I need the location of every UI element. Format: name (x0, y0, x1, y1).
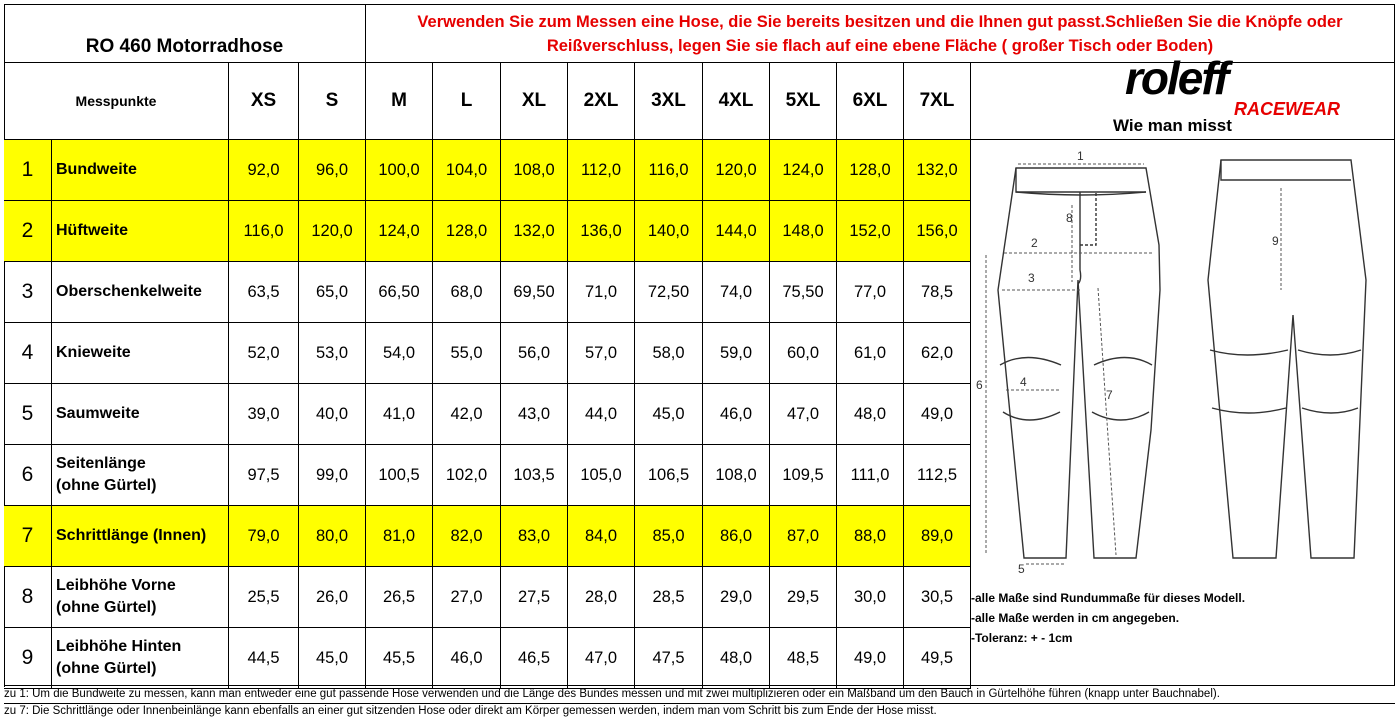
size-value-7xl: 132,0 (904, 140, 971, 201)
size-value-s: 40,0 (299, 384, 366, 445)
measurement-name (52, 262, 229, 323)
size-header-7xl: 7XL (904, 63, 971, 140)
size-value-5xl: 148,0 (770, 201, 837, 262)
measurement-name-line: Saumweite (56, 405, 140, 422)
diagram-label-2: 2 (1031, 236, 1038, 250)
measurement-name-line: (ohne Gürtel) (56, 477, 157, 494)
size-header-5xl: 5XL (770, 63, 837, 140)
row-number: 5 (4, 384, 52, 445)
size-value-6xl: 88,0 (837, 506, 904, 567)
size-header-3xl: 3XL (635, 63, 703, 140)
measurement-name (52, 445, 229, 506)
size-value-m: 41,0 (366, 384, 433, 445)
size-value-6xl: 48,0 (837, 384, 904, 445)
size-value-7xl: 62,0 (904, 323, 971, 384)
measurement-name (52, 201, 229, 262)
size-value-m: 45,5 (366, 628, 433, 689)
size-value-3xl: 58,0 (635, 323, 703, 384)
measurement-name-line: (ohne Gürtel) (56, 660, 157, 677)
size-value-s: 120,0 (299, 201, 366, 262)
measurement-name (52, 567, 229, 628)
size-value-xs: 97,5 (229, 445, 299, 506)
size-value-m: 54,0 (366, 323, 433, 384)
size-value-xs: 44,5 (229, 628, 299, 689)
size-value-5xl: 29,5 (770, 567, 837, 628)
size-header-xl: XL (501, 63, 568, 140)
roleff-logo (1110, 60, 1370, 123)
size-value-5xl: 75,50 (770, 262, 837, 323)
size-value-7xl: 49,5 (904, 628, 971, 689)
size-value-l: 55,0 (433, 323, 501, 384)
size-value-6xl: 49,0 (837, 628, 904, 689)
size-value-m: 100,0 (366, 140, 433, 201)
size-value-3xl: 140,0 (635, 201, 703, 262)
size-value-m: 66,50 (366, 262, 433, 323)
measurement-name-line: Hüftweite (56, 222, 128, 239)
size-value-xs: 63,5 (229, 262, 299, 323)
size-value-6xl: 61,0 (837, 323, 904, 384)
measurement-name-line: Knieweite (56, 344, 131, 361)
size-value-xs: 39,0 (229, 384, 299, 445)
size-value-7xl: 78,5 (904, 262, 971, 323)
size-value-3xl: 47,5 (635, 628, 703, 689)
size-value-3xl: 45,0 (635, 384, 703, 445)
size-value-xs: 25,5 (229, 567, 299, 628)
diagram-label-6: 6 (976, 378, 983, 392)
size-value-xl: 56,0 (501, 323, 568, 384)
size-header-6xl: 6XL (837, 63, 904, 140)
size-value-xl: 27,5 (501, 567, 568, 628)
size-value-3xl: 28,5 (635, 567, 703, 628)
measurement-name (52, 628, 229, 689)
diagram-label-1: 1 (1077, 150, 1084, 163)
footnote-1: zu 1: Um die Bundweite zu messen, kann man entweder eine gut passende Hose verwenden und die Länge des Bundes messen und mit zwei multiplizieren oder ein Maßband um den Bauch in Gürtelhöhe führen (knapp unter Bauchnabel). (4, 688, 1220, 700)
measurement-name-line: Leibhöhe Vorne (56, 577, 176, 594)
size-value-l: 27,0 (433, 567, 501, 628)
size-value-2xl: 112,0 (568, 140, 635, 201)
row-number: 6 (4, 445, 52, 506)
row-number: 7 (4, 506, 52, 567)
measurement-name-line: Schrittlänge (Innen) (56, 527, 207, 544)
size-value-m: 100,5 (366, 445, 433, 506)
size-value-5xl: 124,0 (770, 140, 837, 201)
row-number: 2 (4, 201, 52, 262)
product-title: RO 460 Motorradhose (4, 5, 366, 63)
logo-sub-text: RACEWEAR (1234, 99, 1340, 118)
back-pants (1208, 160, 1366, 558)
size-value-2xl: 44,0 (568, 384, 635, 445)
row-number: 1 (4, 140, 52, 201)
diagram-label-9: 9 (1272, 234, 1279, 248)
size-value-m: 81,0 (366, 506, 433, 567)
size-value-l: 104,0 (433, 140, 501, 201)
size-value-4xl: 59,0 (703, 323, 770, 384)
size-value-2xl: 84,0 (568, 506, 635, 567)
size-value-6xl: 77,0 (837, 262, 904, 323)
size-value-xs: 116,0 (229, 201, 299, 262)
size-value-s: 96,0 (299, 140, 366, 201)
size-header-xs: XS (229, 63, 299, 140)
size-value-3xl: 85,0 (635, 506, 703, 567)
size-value-s: 99,0 (299, 445, 366, 506)
size-value-s: 53,0 (299, 323, 366, 384)
diagram-label-4: 4 (1020, 375, 1027, 389)
size-value-l: 102,0 (433, 445, 501, 506)
size-value-4xl: 29,0 (703, 567, 770, 628)
row-number: 4 (4, 323, 52, 384)
size-value-6xl: 30,0 (837, 567, 904, 628)
size-value-s: 45,0 (299, 628, 366, 689)
size-value-6xl: 152,0 (837, 201, 904, 262)
size-value-xs: 79,0 (229, 506, 299, 567)
size-value-3xl: 116,0 (635, 140, 703, 201)
size-value-3xl: 106,5 (635, 445, 703, 506)
measurement-name-line: Leibhöhe Hinten (56, 638, 182, 655)
size-value-3xl: 72,50 (635, 262, 703, 323)
pants-diagram (976, 150, 1386, 580)
row-number: 8 (4, 567, 52, 628)
size-value-s: 65,0 (299, 262, 366, 323)
logo-brand-text: roleff (1125, 60, 1228, 104)
side-note: -alle Maße werden in cm angegeben. (971, 611, 1180, 625)
size-value-5xl: 48,5 (770, 628, 837, 689)
footnote-divider (4, 703, 1395, 704)
footnote-7: zu 7: Die Schrittlänge oder Innenbeinlänge kann ebenfalls an einer gut sitzenden Hose oder direkt am Körper gemessen werden, indem man vom Schritt bis zum Ende der Hose misst. (4, 705, 937, 717)
size-value-l: 46,0 (433, 628, 501, 689)
size-value-4xl: 144,0 (703, 201, 770, 262)
measuring-instruction: Verwenden Sie zum Messen eine Hose, die Sie bereits besitzen und die Ihnen gut passt.Schließen Sie die Knöpfe oder Reißverschluss, legen Sie sie flach auf eine ebene Fläche ( großer Tisch oder Boden) (366, 5, 1395, 63)
size-value-2xl: 57,0 (568, 323, 635, 384)
row-number: 9 (4, 628, 52, 689)
size-value-7xl: 156,0 (904, 201, 971, 262)
diagram-label-5: 5 (1018, 562, 1025, 576)
measurement-name (52, 506, 229, 567)
size-value-xl: 46,5 (501, 628, 568, 689)
size-value-5xl: 47,0 (770, 384, 837, 445)
size-header-4xl: 4XL (703, 63, 770, 140)
footnote-divider (4, 685, 1395, 686)
size-header-l: L (433, 63, 501, 140)
size-header-2xl: 2XL (568, 63, 635, 140)
size-value-2xl: 71,0 (568, 262, 635, 323)
diagram-label-7: 7 (1106, 388, 1113, 402)
size-value-4xl: 46,0 (703, 384, 770, 445)
diagram-label-3: 3 (1028, 271, 1035, 285)
size-value-2xl: 28,0 (568, 567, 635, 628)
size-header-s: S (299, 63, 366, 140)
size-value-2xl: 105,0 (568, 445, 635, 506)
measurement-name (52, 384, 229, 445)
header-messpunkte: Messpunkte (4, 63, 229, 140)
measurement-name (52, 323, 229, 384)
size-value-5xl: 109,5 (770, 445, 837, 506)
measurement-name-line: Bundweite (56, 161, 137, 178)
size-value-xs: 92,0 (229, 140, 299, 201)
pants-diagram-svg (976, 150, 1386, 580)
size-value-6xl: 128,0 (837, 140, 904, 201)
measurement-name-line: Oberschenkelweite (56, 283, 202, 300)
diagram-label-8: 8 (1066, 211, 1073, 225)
row-number: 3 (4, 262, 52, 323)
side-note: -Toleranz: + - 1cm (971, 631, 1073, 645)
size-value-5xl: 87,0 (770, 506, 837, 567)
size-value-s: 80,0 (299, 506, 366, 567)
size-value-5xl: 60,0 (770, 323, 837, 384)
size-value-7xl: 89,0 (904, 506, 971, 567)
side-notes (971, 588, 1245, 648)
size-value-6xl: 111,0 (837, 445, 904, 506)
size-value-4xl: 108,0 (703, 445, 770, 506)
size-value-m: 124,0 (366, 201, 433, 262)
measurement-name-line: (ohne Gürtel) (56, 599, 157, 616)
size-value-4xl: 120,0 (703, 140, 770, 201)
size-value-2xl: 136,0 (568, 201, 635, 262)
size-value-7xl: 30,5 (904, 567, 971, 628)
how-to-measure-label: Wie man misst (1113, 116, 1232, 135)
size-value-l: 128,0 (433, 201, 501, 262)
size-value-xl: 132,0 (501, 201, 568, 262)
size-value-s: 26,0 (299, 567, 366, 628)
size-value-xl: 83,0 (501, 506, 568, 567)
size-value-4xl: 74,0 (703, 262, 770, 323)
size-value-m: 26,5 (366, 567, 433, 628)
size-value-4xl: 86,0 (703, 506, 770, 567)
front-pants (998, 168, 1160, 558)
diagram-number-labels (976, 150, 1279, 576)
size-value-xl: 108,0 (501, 140, 568, 201)
size-value-l: 42,0 (433, 384, 501, 445)
size-value-4xl: 48,0 (703, 628, 770, 689)
size-value-7xl: 112,5 (904, 445, 971, 506)
size-value-l: 68,0 (433, 262, 501, 323)
size-value-2xl: 47,0 (568, 628, 635, 689)
measurement-name (52, 140, 229, 201)
size-value-xl: 69,50 (501, 262, 568, 323)
size-value-xs: 52,0 (229, 323, 299, 384)
size-value-7xl: 49,0 (904, 384, 971, 445)
size-header-m: M (366, 63, 433, 140)
measurement-name-line: Seitenlänge (56, 455, 146, 472)
size-value-xl: 43,0 (501, 384, 568, 445)
side-note: -alle Maße sind Rundummaße für dieses Modell. (971, 591, 1246, 605)
size-value-xl: 103,5 (501, 445, 568, 506)
size-value-l: 82,0 (433, 506, 501, 567)
